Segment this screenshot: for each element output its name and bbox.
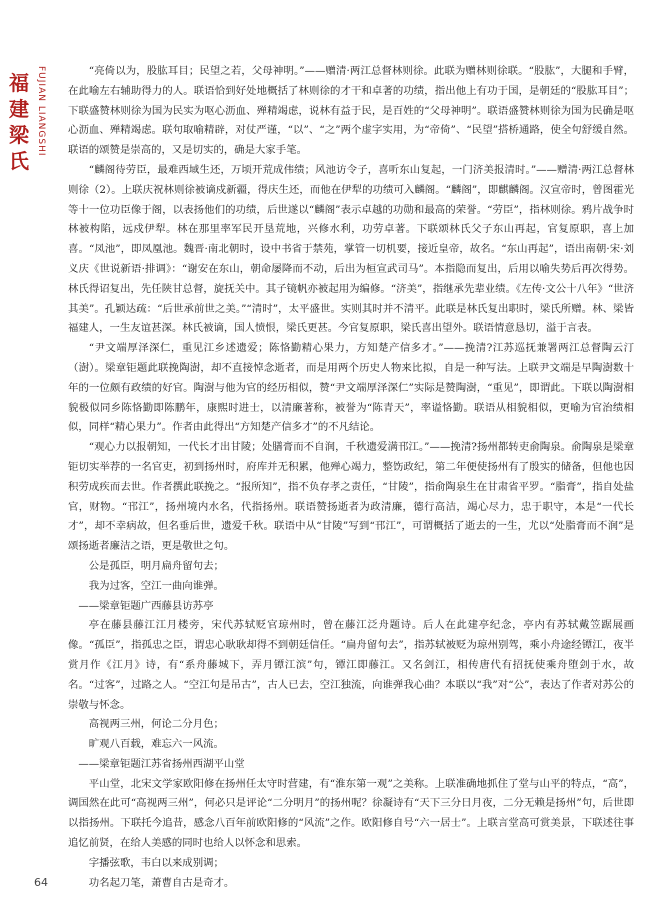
series-title-pinyin: FUJIAN LIANGSHI — [36, 66, 46, 157]
couplet-line: 字播弦歌，韦白以来成别调； — [88, 856, 224, 869]
series-title-char: 梁 — [9, 123, 29, 147]
couplet-line: 功名起刀笔，萧曹自古是奇才。 — [88, 876, 235, 889]
couplet-line: 公是孤臣，明月扁舟留句去； — [88, 559, 224, 572]
couplet-line: 我为过客，空江一曲向谁弹。 — [88, 579, 224, 592]
couplet-line: 旷观八百载，难忘六一风流。 — [88, 738, 224, 751]
couplet-source: ——梁章钜题广西藤县访苏亭 — [78, 599, 214, 612]
body-paragraph: “麟阁待劳臣，最难西域生还，万顷开荒成伟绩；风池访令子，喜听东山复起，一门济美报清时。”——赠清·两江总督林则徐（2）。上联庆祝林则徐被谪戍新疆，得庆生还，而他在伊犁的功绩可入麟阁。“麟阁”，即麒麟阁。汉宣帝时，曾图霍光等十一位功臣像于阁，以表扬他们的功绩，后世遂以“麟阁”表示卓越的功勋和最高的荣誉。“劳臣”，指林则徐。鸦片战争时林被构陷，远戍伊犁。林在那里率军民开垦荒地，兴修水利，功劳卓著。下联颂林氏父子东山再起，官复原职，喜上加喜。“凤池”，即凤凰池。魏晋·南北朝时，设中书省于禁苑，掌管一切机要，接近皇帝，故名。“东山再起”，语出南朝·宋·刘义庆《世说新语·排调》：“谢安在东山，朝命屡降而不动，后出为桓宣武司马”。本指隐而复出，后用以喻失势后再次得势。林氏得诏复出，先任陕甘总督，旋抚关中。其子镜帆亦被起用为编修。“济美”，指继承先辈业绩。《左传·文公十八年》“世济其美”。孔颖达疏：“后世承前世之美。”“清时”，太平盛世。实则其时并不清平。此联是林氏复出职时，梁氏所赠。林、梁皆福建人，一生友谊甚深。林氏被谪，国人愤恨，梁氏更甚。今官复原职，梁氏喜出望外。联语情意恳切，溢于言表。 — [68, 163, 634, 335]
body-paragraph: 亭在藤县藤江江月楼旁，宋代苏轼贬官琼州时，曾在藤江泛舟题诗。后人在此建亭纪念，亭内有苏轼戴笠踞展画像。“孤臣”，指孤忠之臣，谓忠心耿耿却得不到朝廷信任。“扁舟留句去”，指苏轼被贬为琼州别驾，乘小舟途经镡江，夜半赏月作《江月》诗，有“系舟藤城下，弄月镡江滨”句，镡江即藤江。又名剑江，相传唐代有招抚使乘舟堕剑于水，故名。“过客”，过路之人。“空江句是吊古”，古人已去，空江独流，向谁弹我心曲？本联以“我”对“公”，表达了作者对苏公的崇敬与怀念。 — [68, 619, 634, 711]
couplet-line: 高视两三州，何论二分月色； — [88, 718, 224, 731]
series-title-char: 福 — [9, 71, 29, 95]
page-number: 64 — [34, 876, 48, 889]
series-title-char: 氏 — [9, 149, 29, 173]
body-paragraph: “尹文端厚泽深仁，重见江乡述遗爱；陈恪勤精心果力，方知楚产信多才。”——挽清?江苏巡抚兼署两江总督陶云汀（澍）。梁章钜题此联挽陶澍，却不直接悼念逝者，而是用两个历史人物来比拟，自是一种写法。上联尹文端是早陶澍数十年的一位颇有政绩的好官。陶澍与他为官的经历相似，赞“尹文端厚泽深仁”实际是赞陶澍，“重见”，即谓此。下联以陶澍相貌极似同乡陈恪勤即陈鹏年，康熙时进士，以清廉著称，被誉为“陈青天”，率谥恪勤。联语从相貌相似，更喻为官治绩相似，同样“精心果力”。作者由此得出“方知楚产信多才”的不凡结论。 — [68, 342, 634, 434]
series-title-vertical — [8, 70, 30, 174]
body-paragraph: 平山堂，北宋文学家欧阳修在扬州任太守时营建，有“淮东第一观”之美称。上联准确地抓住了堂与山平的特点，“高”，调国然在此可“高视两三州”，何必只是评论“二分明月”的扬州呢？徐凝诗有“天下三分日月夜，二分无赖是扬州”句，后世即以指扬州。下联托今追昔，感念八百年前欧阳修的“风流”之作。欧阳修自号“六一居士”。上联言堂高可赏美景，下联述往事追忆前贤，在给人美感的同时也给人以怀念和思索。 — [68, 777, 634, 850]
body-paragraph: “亮倚以为，股肱耳目；民望之若，父母神明。”——赠清·两江总督林则徐。此联为赠林则徐联。“股肱”，大腿和手臂，在此喻左右辅助得力的人。联语恰到好处地概括了林则徐的才干和卓著的功绩，指出他上有功于国，是朝廷的“股肱耳目”；下联盛赞林则徐为国为民实为呕心沥血、殚精竭虑，说林有益于民，是百姓的“父母神明”。联语盛赞林则徐为国为民确是呕心沥血、殚精竭虑。联句取喻精辟，对仗严谨，“以”、“之”两个虚字实用，为“帝倚”、“民望”搭桥通路，使全句舒缓自然。联语的颂赞是崇高的，又是切实的，确是大家手笔。 — [68, 65, 634, 157]
couplet-source: ——梁章钜题江苏省扬州西湖平山堂 — [78, 757, 245, 770]
body-paragraph: “观心力以报朝知，一代长才出甘陵；处膳膏而不自润，千秋遗爱满邗江。”——挽清?扬州都转吏俞陶泉。俞陶泉是梁章钜切实举荐的一名官吏，初到扬州时，府库并无积累，他殚心竭力，整饬政纪，第二年便使扬州有了殷实的储备，但他也因积劳成疾而去世。作者撰此联挽之。“报所知”，指不负存孝之责任，“甘陵”，指俞陶泉生在甘肃省平罗。“脂膏”，指自处盐官，财物。“邗江”，扬州境内水名，代指扬州。联语赞扬逝者为政清廉，德行高洁，竭心尽力，忠于职守，本是“一代长才”，却不幸病故，但名垂后世，遗爱千秋。联语中从“甘陵”写到“邗江”，可谓概括了逝去的一生，尤以“处脂膏而不润”是颂扬逝者廉洁之语，更是敬世之句。 — [68, 441, 634, 553]
article-body — [68, 62, 634, 893]
series-title-char: 建 — [9, 97, 29, 121]
